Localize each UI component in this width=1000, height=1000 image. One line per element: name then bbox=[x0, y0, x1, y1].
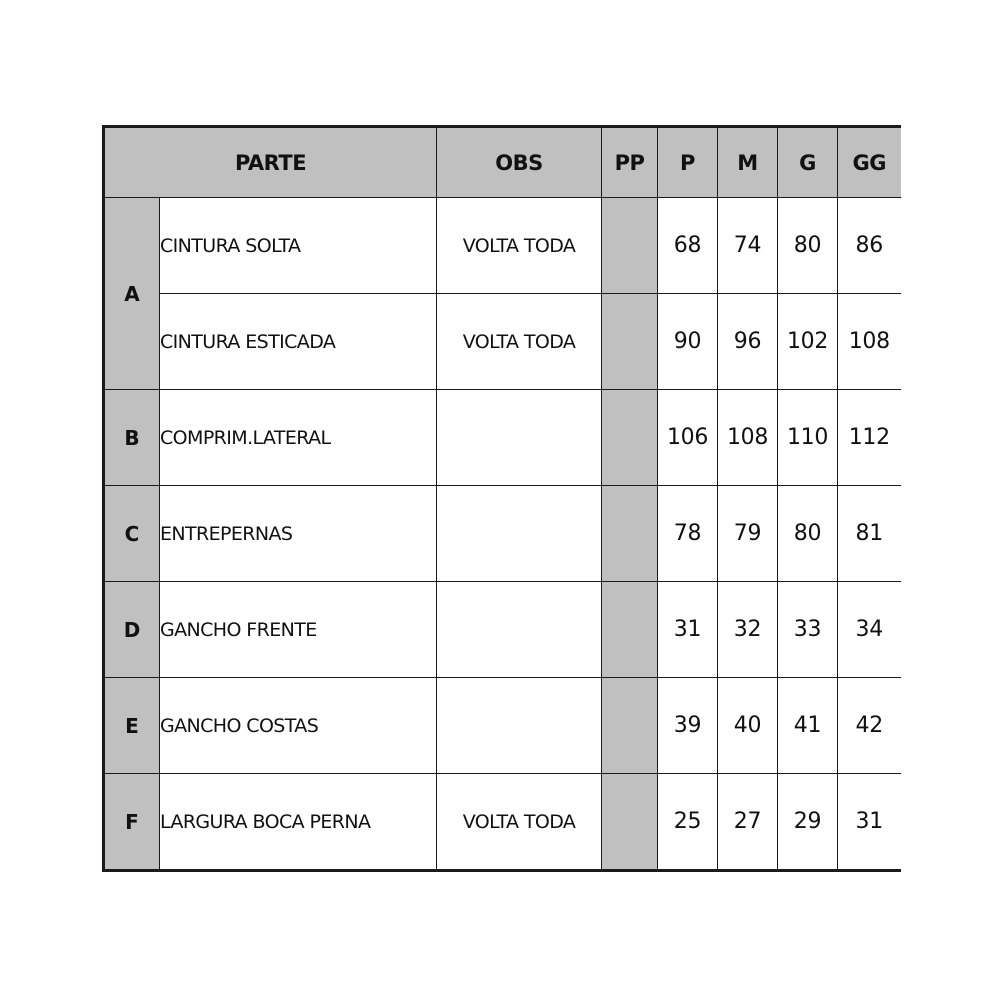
header-gg: GG bbox=[838, 127, 901, 198]
size-p-cell: 68 bbox=[658, 198, 718, 294]
header-row bbox=[104, 127, 901, 198]
pp-cell bbox=[602, 486, 658, 582]
header-g: G bbox=[778, 127, 838, 198]
size-g-cell: 110 bbox=[778, 390, 838, 486]
obs-cell bbox=[437, 582, 602, 678]
group-label-a: A bbox=[104, 198, 160, 390]
table-row bbox=[104, 390, 901, 486]
parte-cell: GANCHO COSTAS bbox=[160, 678, 437, 774]
size-m-cell: 74 bbox=[718, 198, 778, 294]
pp-cell bbox=[602, 582, 658, 678]
parte-cell: COMPRIM.LATERAL bbox=[160, 390, 437, 486]
parte-cell: CINTURA ESTICADA bbox=[160, 294, 437, 390]
size-m-cell: 79 bbox=[718, 486, 778, 582]
size-p-cell: 90 bbox=[658, 294, 718, 390]
pp-cell bbox=[602, 390, 658, 486]
table-row bbox=[104, 294, 901, 390]
size-gg-cell: 108 bbox=[838, 294, 901, 390]
measurement-table bbox=[102, 125, 901, 872]
size-m-cell: 108 bbox=[718, 390, 778, 486]
pp-cell bbox=[602, 774, 658, 871]
obs-cell: VOLTA TODA bbox=[437, 294, 602, 390]
parte-cell: CINTURA SOLTA bbox=[160, 198, 437, 294]
size-p-cell: 25 bbox=[658, 774, 718, 871]
size-g-cell: 33 bbox=[778, 582, 838, 678]
obs-cell: VOLTA TODA bbox=[437, 198, 602, 294]
size-m-cell: 96 bbox=[718, 294, 778, 390]
size-p-cell: 31 bbox=[658, 582, 718, 678]
table-row bbox=[104, 198, 901, 294]
obs-cell bbox=[437, 486, 602, 582]
size-gg-cell: 31 bbox=[838, 774, 901, 871]
size-gg-cell: 81 bbox=[838, 486, 901, 582]
parte-cell: GANCHO FRENTE bbox=[160, 582, 437, 678]
size-m-cell: 32 bbox=[718, 582, 778, 678]
obs-cell bbox=[437, 678, 602, 774]
size-gg-cell: 34 bbox=[838, 582, 901, 678]
header-parte: PARTE bbox=[104, 127, 437, 198]
measurement-table-container bbox=[102, 125, 901, 872]
size-m-cell: 27 bbox=[718, 774, 778, 871]
size-g-cell: 80 bbox=[778, 198, 838, 294]
table-row bbox=[104, 774, 901, 871]
group-label-d: D bbox=[104, 582, 160, 678]
size-g-cell: 41 bbox=[778, 678, 838, 774]
parte-cell: LARGURA BOCA PERNA bbox=[160, 774, 437, 871]
group-label-c: C bbox=[104, 486, 160, 582]
table-row bbox=[104, 678, 901, 774]
size-gg-cell: 42 bbox=[838, 678, 901, 774]
size-g-cell: 102 bbox=[778, 294, 838, 390]
header-obs: OBS bbox=[437, 127, 602, 198]
size-p-cell: 78 bbox=[658, 486, 718, 582]
table-row bbox=[104, 486, 901, 582]
group-label-e: E bbox=[104, 678, 160, 774]
size-gg-cell: 112 bbox=[838, 390, 901, 486]
header-pp: PP bbox=[602, 127, 658, 198]
header-m: M bbox=[718, 127, 778, 198]
table-row bbox=[104, 582, 901, 678]
header-p: P bbox=[658, 127, 718, 198]
obs-cell: VOLTA TODA bbox=[437, 774, 602, 871]
pp-cell bbox=[602, 198, 658, 294]
size-p-cell: 39 bbox=[658, 678, 718, 774]
parte-cell: ENTREPERNAS bbox=[160, 486, 437, 582]
size-p-cell: 106 bbox=[658, 390, 718, 486]
group-label-b: B bbox=[104, 390, 160, 486]
pp-cell bbox=[602, 294, 658, 390]
group-label-f: F bbox=[104, 774, 160, 871]
size-m-cell: 40 bbox=[718, 678, 778, 774]
size-gg-cell: 86 bbox=[838, 198, 901, 294]
pp-cell bbox=[602, 678, 658, 774]
size-g-cell: 80 bbox=[778, 486, 838, 582]
size-g-cell: 29 bbox=[778, 774, 838, 871]
obs-cell bbox=[437, 390, 602, 486]
